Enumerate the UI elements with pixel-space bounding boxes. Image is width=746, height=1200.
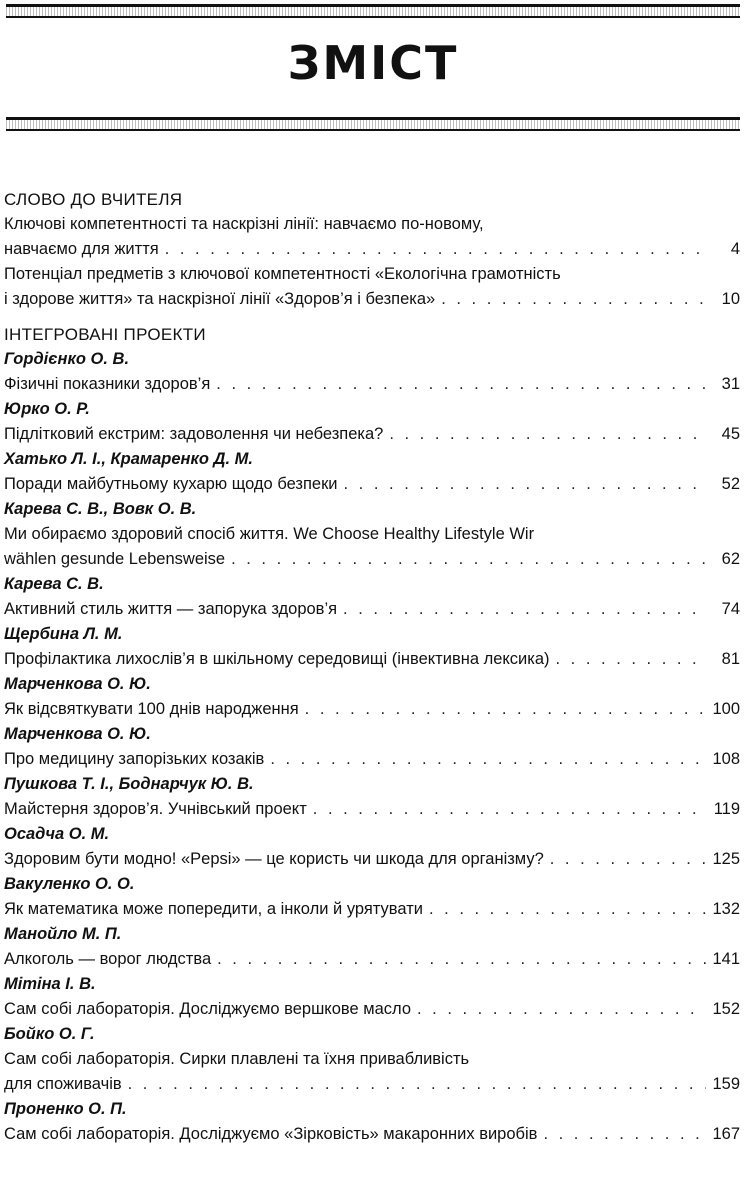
entry-title-line: Фізичні показники здоров’я [4, 375, 211, 393]
dot-leader [344, 472, 706, 497]
entry-title-row [4, 747, 740, 772]
toc-section [4, 322, 740, 1147]
toc-entry[interactable] [4, 497, 740, 572]
entry-title-row [4, 897, 740, 922]
toc-entry[interactable] [4, 397, 740, 447]
entry-title-line: Підлітковий екстрим: задоволення чи небезпека? [4, 425, 384, 443]
entry-author: Бойко О. Г. [4, 1025, 95, 1043]
entry-title-row [4, 472, 740, 497]
page-number: 132 [712, 900, 740, 918]
dot-leader [231, 547, 706, 572]
page-number: 31 [721, 375, 740, 393]
page-number: 81 [721, 650, 740, 668]
page-number: 167 [712, 1125, 740, 1143]
table-of-contents [4, 187, 740, 1157]
dot-leader [128, 1072, 706, 1097]
entry-title-row [4, 372, 740, 397]
entry-title-row [4, 237, 740, 262]
entry-title-line: Потенціал предметів з ключової компетентності «Екологічна грамотність [4, 265, 561, 283]
entry-title-line: Ключові компетентності та наскрізні лінії: навчаємо по-новому, [4, 215, 484, 233]
dot-leader [165, 237, 706, 262]
dot-leader [217, 947, 706, 972]
section-heading: ІНТЕГРОВАНІ ПРОЕКТИ [4, 325, 206, 344]
entry-title-row [4, 422, 740, 447]
toc-section [4, 187, 740, 312]
entry-author: Мітіна І. В. [4, 975, 96, 993]
entry-title-line: wählen gesunde Lebensweise [4, 550, 226, 568]
page-number: 4 [730, 240, 740, 258]
page-number: 45 [721, 425, 740, 443]
toc-entry[interactable] [4, 622, 740, 672]
entry-author: Осадча О. М. [4, 825, 110, 843]
entry-author: Проненко О. П. [4, 1100, 127, 1118]
entry-title-row [4, 947, 740, 972]
entry-title-row [4, 647, 740, 672]
entry-title-line: навчаємо для життя [4, 240, 159, 258]
entry-author: Хатько Л. І., Крамаренко Д. М. [4, 450, 253, 468]
entry-author: Юрко О. Р. [4, 400, 90, 418]
entry-title-line: Про медицину запорізьких козаків [4, 750, 265, 768]
entry-title-row [4, 997, 740, 1022]
entry-title-line: і здорове життя» та наскрізної лінії «Здоров’я і безпека» [4, 290, 436, 308]
entry-title-line: Майстерня здоров’я. Учнівський проект [4, 800, 307, 818]
dot-leader [417, 997, 706, 1022]
page-number: 52 [721, 475, 740, 493]
dot-leader [343, 597, 706, 622]
dot-leader [429, 897, 706, 922]
bottom-decorative-rule [6, 117, 740, 131]
entry-title-line: Як відсвяткувати 100 днів народження [4, 700, 299, 718]
entry-title-line: Алкоголь — ворог людства [4, 950, 212, 968]
entry-author: Марченкова О. Ю. [4, 725, 151, 743]
dot-leader [313, 797, 706, 822]
entry-title-row [4, 797, 740, 822]
entry-title-row [4, 847, 740, 872]
entry-title-line: Сам собі лабораторія. Сирки плавлені та їхня привабливість [4, 1050, 470, 1068]
toc-entry[interactable] [4, 1022, 740, 1097]
toc-entry[interactable] [4, 872, 740, 922]
entry-title-line: Сам собі лабораторія. Досліджуємо «Зірковість» макаронних виробів [4, 1125, 538, 1143]
toc-entry[interactable] [4, 212, 740, 262]
entry-author: Карева С. В., Вовк О. В. [4, 500, 197, 518]
entry-title-line: для споживачів [4, 1075, 122, 1093]
entry-title-row [4, 1072, 740, 1097]
entry-title-line: Ми обираємо здоровий спосіб життя. We Choose Healthy Lifestyle Wir [4, 525, 535, 543]
dot-leader [270, 747, 706, 772]
page-number: 141 [712, 950, 740, 968]
toc-entry[interactable] [4, 722, 740, 772]
page-number: 74 [721, 600, 740, 618]
page-number: 159 [712, 1075, 740, 1093]
page-number: 62 [721, 550, 740, 568]
toc-entry[interactable] [4, 672, 740, 722]
dot-leader [550, 847, 706, 872]
toc-entry[interactable] [4, 972, 740, 1022]
entry-author: Манойло М. П. [4, 925, 122, 943]
page-number: 125 [712, 850, 740, 868]
entry-title-row [4, 1122, 740, 1147]
entry-title-line: Профілактика лихослів’я в шкільному середовищі (інвективна лексика) [4, 650, 550, 668]
dot-leader [543, 1122, 706, 1147]
page-number: 10 [721, 290, 740, 308]
dot-leader [389, 422, 706, 447]
page-number: 119 [713, 800, 740, 818]
entry-author: Пушкова Т. І., Боднарчук Ю. В. [4, 775, 254, 793]
entry-title-row [4, 597, 740, 622]
entry-title-line: Здоровим бути модно! «Pepsi» — це користь чи шкода для організму? [4, 850, 544, 868]
entry-title-row [4, 287, 740, 312]
page-number: 152 [712, 1000, 740, 1018]
dot-leader [305, 697, 706, 722]
entry-author: Вакуленко О. О. [4, 875, 135, 893]
dot-leader [441, 287, 706, 312]
toc-entry[interactable] [4, 572, 740, 622]
toc-entry[interactable] [4, 922, 740, 972]
entry-title-row [4, 697, 740, 722]
toc-entry[interactable] [4, 447, 740, 497]
toc-entry[interactable] [4, 262, 740, 312]
entry-title-line: Поради майбутньому кухарю щодо безпеки [4, 475, 338, 493]
entry-title-row [4, 547, 740, 572]
page-number: 108 [712, 750, 740, 768]
entry-author: Гордієнко О. В. [4, 350, 130, 368]
toc-entry[interactable] [4, 347, 740, 397]
page-number: 100 [712, 700, 740, 718]
entry-title-line: Активний стиль життя — запорука здоров’я [4, 600, 338, 618]
entry-author: Карева С. В. [4, 575, 104, 593]
top-decorative-rule [6, 4, 740, 18]
toc-entry[interactable] [4, 822, 740, 872]
dot-leader [556, 647, 706, 672]
entry-title-line: Сам собі лабораторія. Досліджуємо вершкове масло [4, 1000, 411, 1018]
toc-entry[interactable] [4, 772, 740, 822]
entry-title-line: Як математика може попередити, а інколи й урятувати [4, 900, 423, 918]
section-heading: СЛОВО ДО ВЧИТЕЛЯ [4, 190, 183, 209]
entry-author: Щербина Л. М. [4, 625, 123, 643]
toc-entry[interactable] [4, 1097, 740, 1147]
dot-leader [216, 372, 706, 397]
entry-author: Марченкова О. Ю. [4, 675, 151, 693]
page-title: ЗМІСТ [287, 36, 459, 90]
